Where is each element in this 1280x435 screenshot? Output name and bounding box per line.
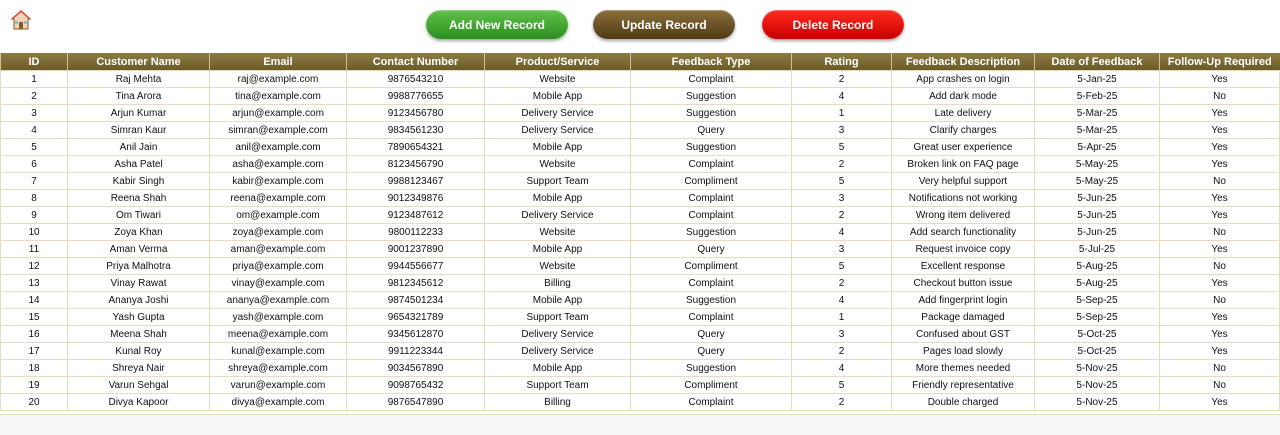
table-row[interactable] bbox=[1, 258, 1280, 275]
table-cell[interactable]: Yes bbox=[1160, 309, 1280, 326]
table-cell[interactable]: 3 bbox=[792, 326, 892, 343]
table-row[interactable] bbox=[1, 88, 1280, 105]
table-cell[interactable]: 9812345612 bbox=[347, 275, 485, 292]
table-cell[interactable]: 5-Jun-25 bbox=[1035, 190, 1160, 207]
table-cell[interactable]: Suggestion bbox=[631, 139, 792, 156]
table-row[interactable] bbox=[1, 156, 1280, 173]
column-header-rating[interactable]: Rating bbox=[792, 53, 892, 71]
update-record-button[interactable]: Update Record bbox=[593, 10, 735, 39]
table-cell[interactable]: Support Team bbox=[485, 173, 631, 190]
table-cell[interactable]: 3 bbox=[792, 122, 892, 139]
table-cell[interactable]: 4 bbox=[792, 224, 892, 241]
table-cell[interactable]: Package damaged bbox=[892, 309, 1035, 326]
table-cell[interactable]: Reena Shah bbox=[68, 190, 210, 207]
table-cell[interactable]: 9012349876 bbox=[347, 190, 485, 207]
table-cell[interactable]: simran@example.com bbox=[210, 122, 347, 139]
table-cell[interactable]: Add dark mode bbox=[892, 88, 1035, 105]
table-cell[interactable]: tina@example.com bbox=[210, 88, 347, 105]
table-cell[interactable]: Mobile App bbox=[485, 241, 631, 258]
table-cell[interactable]: 9988776655 bbox=[347, 88, 485, 105]
table-cell[interactable]: anil@example.com bbox=[210, 139, 347, 156]
table-cell[interactable]: zoya@example.com bbox=[210, 224, 347, 241]
table-cell[interactable]: 4 bbox=[792, 360, 892, 377]
table-cell[interactable]: Complaint bbox=[631, 156, 792, 173]
table-cell[interactable]: 10 bbox=[1, 224, 68, 241]
table-cell[interactable]: 20 bbox=[1, 394, 68, 411]
table-cell[interactable]: Zoya Khan bbox=[68, 224, 210, 241]
table-cell[interactable]: No bbox=[1160, 224, 1280, 241]
table-cell[interactable]: 1 bbox=[792, 105, 892, 122]
table-cell[interactable]: Website bbox=[485, 224, 631, 241]
table-row[interactable] bbox=[1, 241, 1280, 258]
table-cell[interactable]: Suggestion bbox=[631, 360, 792, 377]
table-cell[interactable]: aman@example.com bbox=[210, 241, 347, 258]
table-cell[interactable]: 8123456790 bbox=[347, 156, 485, 173]
table-cell[interactable]: No bbox=[1160, 292, 1280, 309]
table-cell[interactable]: Suggestion bbox=[631, 105, 792, 122]
table-cell[interactable]: Query bbox=[631, 343, 792, 360]
table-cell[interactable]: 5-Nov-25 bbox=[1035, 394, 1160, 411]
table-cell[interactable]: Delivery Service bbox=[485, 207, 631, 224]
table-cell[interactable]: Yes bbox=[1160, 326, 1280, 343]
table-cell[interactable]: kunal@example.com bbox=[210, 343, 347, 360]
table-cell[interactable]: 5-Jan-25 bbox=[1035, 71, 1160, 88]
table-cell[interactable]: Broken link on FAQ page bbox=[892, 156, 1035, 173]
table-cell[interactable]: Complaint bbox=[631, 394, 792, 411]
table-cell[interactable]: Suggestion bbox=[631, 88, 792, 105]
table-cell[interactable]: ananya@example.com bbox=[210, 292, 347, 309]
table-cell[interactable]: 9800112233 bbox=[347, 224, 485, 241]
table-cell[interactable]: Yash Gupta bbox=[68, 309, 210, 326]
table-cell[interactable]: 11 bbox=[1, 241, 68, 258]
table-cell[interactable]: 6 bbox=[1, 156, 68, 173]
table-cell[interactable]: Query bbox=[631, 326, 792, 343]
table-cell[interactable]: 7890654321 bbox=[347, 139, 485, 156]
table-cell[interactable]: Mobile App bbox=[485, 88, 631, 105]
table-cell[interactable]: Yes bbox=[1160, 122, 1280, 139]
table-cell[interactable]: 5-Aug-25 bbox=[1035, 258, 1160, 275]
table-cell[interactable]: 12 bbox=[1, 258, 68, 275]
table-cell[interactable]: 16 bbox=[1, 326, 68, 343]
table-cell[interactable]: Notifications not working bbox=[892, 190, 1035, 207]
column-header-feedback-description[interactable]: Feedback Description bbox=[892, 53, 1035, 71]
table-cell[interactable]: 9034567890 bbox=[347, 360, 485, 377]
table-cell[interactable]: App crashes on login bbox=[892, 71, 1035, 88]
table-cell[interactable]: 5-Oct-25 bbox=[1035, 326, 1160, 343]
table-cell[interactable]: Yes bbox=[1160, 394, 1280, 411]
table-cell[interactable]: 19 bbox=[1, 377, 68, 394]
table-cell[interactable]: 5-Mar-25 bbox=[1035, 122, 1160, 139]
table-cell[interactable]: Wrong item delivered bbox=[892, 207, 1035, 224]
table-cell[interactable]: Billing bbox=[485, 394, 631, 411]
table-cell[interactable]: priya@example.com bbox=[210, 258, 347, 275]
table-cell[interactable]: Vinay Rawat bbox=[68, 275, 210, 292]
column-header-id[interactable]: ID bbox=[1, 53, 68, 71]
table-cell[interactable]: 9654321789 bbox=[347, 309, 485, 326]
table-cell[interactable]: 5-Aug-25 bbox=[1035, 275, 1160, 292]
table-cell[interactable]: Pages load slowly bbox=[892, 343, 1035, 360]
column-header-email[interactable]: Email bbox=[210, 53, 347, 71]
table-cell[interactable]: 2 bbox=[792, 343, 892, 360]
table-cell[interactable]: 5-May-25 bbox=[1035, 173, 1160, 190]
table-cell[interactable]: Complaint bbox=[631, 309, 792, 326]
table-cell[interactable]: 9874501234 bbox=[347, 292, 485, 309]
table-cell[interactable]: Yes bbox=[1160, 343, 1280, 360]
table-cell[interactable]: Confused about GST bbox=[892, 326, 1035, 343]
table-cell[interactable]: Yes bbox=[1160, 139, 1280, 156]
table-cell[interactable]: 9944556677 bbox=[347, 258, 485, 275]
table-cell[interactable]: Asha Patel bbox=[68, 156, 210, 173]
toolbar bbox=[0, 0, 1280, 52]
table-cell[interactable]: 5-Oct-25 bbox=[1035, 343, 1160, 360]
table-row[interactable] bbox=[1, 122, 1280, 139]
table-cell[interactable]: 5-Sep-25 bbox=[1035, 309, 1160, 326]
table-cell[interactable]: 2 bbox=[792, 71, 892, 88]
table-cell[interactable]: Double charged bbox=[892, 394, 1035, 411]
table-cell[interactable]: Meena Shah bbox=[68, 326, 210, 343]
table-row[interactable] bbox=[1, 224, 1280, 241]
table-cell[interactable]: Shreya Nair bbox=[68, 360, 210, 377]
table-cell[interactable]: Arjun Kumar bbox=[68, 105, 210, 122]
table-cell[interactable]: yash@example.com bbox=[210, 309, 347, 326]
table-cell[interactable]: Yes bbox=[1160, 241, 1280, 258]
table-cell[interactable]: Clarify charges bbox=[892, 122, 1035, 139]
table-cell[interactable]: 5-May-25 bbox=[1035, 156, 1160, 173]
table-cell[interactable]: Priya Malhotra bbox=[68, 258, 210, 275]
table-cell[interactable]: 9876543210 bbox=[347, 71, 485, 88]
table-cell[interactable]: Kunal Roy bbox=[68, 343, 210, 360]
table-cell[interactable]: Suggestion bbox=[631, 292, 792, 309]
table-cell[interactable]: 4 bbox=[1, 122, 68, 139]
table-cell[interactable]: 9098765432 bbox=[347, 377, 485, 394]
table-cell[interactable]: Add search functionality bbox=[892, 224, 1035, 241]
column-header-contact-number[interactable]: Contact Number bbox=[347, 53, 485, 71]
table-cell[interactable]: 9911223344 bbox=[347, 343, 485, 360]
table-cell[interactable]: kabir@example.com bbox=[210, 173, 347, 190]
table-cell[interactable]: Query bbox=[631, 241, 792, 258]
table-cell[interactable]: 1 bbox=[792, 309, 892, 326]
table-cell[interactable]: arjun@example.com bbox=[210, 105, 347, 122]
table-cell[interactable]: 5-Sep-25 bbox=[1035, 292, 1160, 309]
table-cell[interactable]: 2 bbox=[792, 207, 892, 224]
table-cell[interactable]: No bbox=[1160, 258, 1280, 275]
table-row[interactable] bbox=[1, 326, 1280, 343]
table-cell[interactable]: Support Team bbox=[485, 309, 631, 326]
table-cell[interactable]: Compliment bbox=[631, 377, 792, 394]
table-cell[interactable]: No bbox=[1160, 88, 1280, 105]
table-cell[interactable]: 5 bbox=[792, 139, 892, 156]
table-cell[interactable]: 8 bbox=[1, 190, 68, 207]
table-cell[interactable]: Ananya Joshi bbox=[68, 292, 210, 309]
table-cell[interactable]: 4 bbox=[792, 88, 892, 105]
table-row[interactable] bbox=[1, 139, 1280, 156]
table-cell[interactable]: 5-Mar-25 bbox=[1035, 105, 1160, 122]
table-cell[interactable]: Late delivery bbox=[892, 105, 1035, 122]
table-cell[interactable]: Yes bbox=[1160, 190, 1280, 207]
table-cell[interactable]: 3 bbox=[792, 190, 892, 207]
table-cell[interactable]: Kabir Singh bbox=[68, 173, 210, 190]
table-cell[interactable]: 5 bbox=[1, 139, 68, 156]
table-cell[interactable]: 4 bbox=[792, 292, 892, 309]
table-cell[interactable]: 5 bbox=[792, 173, 892, 190]
table-cell[interactable]: 7 bbox=[1, 173, 68, 190]
add-new-record-button[interactable]: Add New Record bbox=[426, 10, 568, 39]
table-cell[interactable]: 2 bbox=[792, 394, 892, 411]
table-cell[interactable]: No bbox=[1160, 360, 1280, 377]
table-cell[interactable]: Complaint bbox=[631, 275, 792, 292]
table-cell[interactable]: 5-Jun-25 bbox=[1035, 207, 1160, 224]
table-cell[interactable]: Raj Mehta bbox=[68, 71, 210, 88]
table-cell[interactable]: raj@example.com bbox=[210, 71, 347, 88]
table-cell[interactable]: Delivery Service bbox=[485, 326, 631, 343]
table-cell[interactable]: 5-Apr-25 bbox=[1035, 139, 1160, 156]
table-row[interactable] bbox=[1, 343, 1280, 360]
table-cell[interactable]: Support Team bbox=[485, 377, 631, 394]
table-cell[interactable]: More themes needed bbox=[892, 360, 1035, 377]
table-cell[interactable]: Add fingerprint login bbox=[892, 292, 1035, 309]
table-cell[interactable]: No bbox=[1160, 377, 1280, 394]
table-row[interactable] bbox=[1, 190, 1280, 207]
table-cell[interactable]: 9345612870 bbox=[347, 326, 485, 343]
table-cell[interactable]: 9988123467 bbox=[347, 173, 485, 190]
table-cell[interactable]: Mobile App bbox=[485, 139, 631, 156]
table-cell[interactable]: Complaint bbox=[631, 190, 792, 207]
column-header-follow-up-required[interactable]: Follow-Up Required bbox=[1160, 53, 1280, 71]
table-cell[interactable]: meena@example.com bbox=[210, 326, 347, 343]
table-cell[interactable]: 5-Jul-25 bbox=[1035, 241, 1160, 258]
table-cell[interactable]: 5-Nov-25 bbox=[1035, 360, 1160, 377]
table-cell[interactable]: Delivery Service bbox=[485, 343, 631, 360]
table-cell[interactable]: vinay@example.com bbox=[210, 275, 347, 292]
table-cell[interactable]: 17 bbox=[1, 343, 68, 360]
table-cell[interactable]: Compliment bbox=[631, 173, 792, 190]
table-cell[interactable]: shreya@example.com bbox=[210, 360, 347, 377]
table-cell[interactable]: Friendly representative bbox=[892, 377, 1035, 394]
table-cell[interactable]: 9123456780 bbox=[347, 105, 485, 122]
table-cell[interactable]: 18 bbox=[1, 360, 68, 377]
table-cell[interactable]: Simran Kaur bbox=[68, 122, 210, 139]
table-cell[interactable]: Checkout button issue bbox=[892, 275, 1035, 292]
table-cell[interactable]: 13 bbox=[1, 275, 68, 292]
table-header-row bbox=[1, 53, 1280, 71]
table-cell[interactable]: Varun Sehgal bbox=[68, 377, 210, 394]
table-cell[interactable]: Query bbox=[631, 122, 792, 139]
table-cell[interactable]: Complaint bbox=[631, 207, 792, 224]
table-cell[interactable]: Website bbox=[485, 258, 631, 275]
table-cell[interactable]: 3 bbox=[792, 241, 892, 258]
table-row[interactable] bbox=[1, 173, 1280, 190]
table-cell[interactable]: 5-Nov-25 bbox=[1035, 377, 1160, 394]
table-cell[interactable]: Very helpful support bbox=[892, 173, 1035, 190]
table-cell[interactable]: 9123487612 bbox=[347, 207, 485, 224]
table-cell[interactable]: Yes bbox=[1160, 71, 1280, 88]
table-cell[interactable]: Yes bbox=[1160, 207, 1280, 224]
table-row[interactable] bbox=[1, 309, 1280, 326]
table-cell[interactable]: varun@example.com bbox=[210, 377, 347, 394]
table-cell[interactable]: Excellent response bbox=[892, 258, 1035, 275]
table-cell[interactable]: Yes bbox=[1160, 105, 1280, 122]
table-cell[interactable]: 15 bbox=[1, 309, 68, 326]
table-cell[interactable]: 9001237890 bbox=[347, 241, 485, 258]
table-cell[interactable]: 2 bbox=[792, 275, 892, 292]
table-cell[interactable]: 9834561230 bbox=[347, 122, 485, 139]
table-cell[interactable]: Mobile App bbox=[485, 360, 631, 377]
table-cell[interactable]: 2 bbox=[1, 88, 68, 105]
table-cell[interactable]: Anil Jain bbox=[68, 139, 210, 156]
column-header-product-service[interactable]: Product/Service bbox=[485, 53, 631, 71]
table-cell[interactable]: om@example.com bbox=[210, 207, 347, 224]
table-cell[interactable]: Request invoice copy bbox=[892, 241, 1035, 258]
table-cell[interactable]: Website bbox=[485, 156, 631, 173]
table-cell[interactable]: 9 bbox=[1, 207, 68, 224]
table-cell[interactable]: 1 bbox=[1, 71, 68, 88]
column-header-customer-name[interactable]: Customer Name bbox=[68, 53, 210, 71]
table-cell[interactable]: Aman Verma bbox=[68, 241, 210, 258]
table-row[interactable] bbox=[1, 275, 1280, 292]
delete-record-button[interactable]: Delete Record bbox=[762, 10, 904, 39]
table-cell[interactable]: Om Tiwari bbox=[68, 207, 210, 224]
table-cell[interactable]: 5 bbox=[792, 377, 892, 394]
table-row[interactable] bbox=[1, 105, 1280, 122]
table-cell[interactable]: Divya Kapoor bbox=[68, 394, 210, 411]
table-row[interactable] bbox=[1, 71, 1280, 88]
table-cell[interactable]: divya@example.com bbox=[210, 394, 347, 411]
table-cell[interactable]: 9876547890 bbox=[347, 394, 485, 411]
table-cell[interactable]: Billing bbox=[485, 275, 631, 292]
table-cell[interactable]: 5-Jun-25 bbox=[1035, 224, 1160, 241]
table-cell[interactable]: Tina Arora bbox=[68, 88, 210, 105]
table-cell[interactable]: Great user experience bbox=[892, 139, 1035, 156]
table-cell[interactable]: 3 bbox=[1, 105, 68, 122]
table-cell[interactable]: Mobile App bbox=[485, 190, 631, 207]
table-cell[interactable]: No bbox=[1160, 173, 1280, 190]
sheet-bottom-area bbox=[0, 414, 1280, 435]
table-cell[interactable]: Yes bbox=[1160, 156, 1280, 173]
table-row[interactable] bbox=[1, 377, 1280, 394]
table-row[interactable] bbox=[1, 360, 1280, 377]
table-cell[interactable]: 14 bbox=[1, 292, 68, 309]
table-cell[interactable]: Yes bbox=[1160, 275, 1280, 292]
table-cell[interactable]: Delivery Service bbox=[485, 105, 631, 122]
table-cell[interactable]: 5 bbox=[792, 258, 892, 275]
table-row[interactable] bbox=[1, 207, 1280, 224]
table-cell[interactable]: 5-Feb-25 bbox=[1035, 88, 1160, 105]
table-cell[interactable]: asha@example.com bbox=[210, 156, 347, 173]
column-header-date-of-feedback[interactable]: Date of Feedback bbox=[1035, 53, 1160, 71]
table-cell[interactable]: Website bbox=[485, 71, 631, 88]
table-cell[interactable]: 2 bbox=[792, 156, 892, 173]
feedback-table bbox=[0, 53, 1280, 411]
table-row[interactable] bbox=[1, 394, 1280, 411]
table-cell[interactable]: Complaint bbox=[631, 71, 792, 88]
table-cell[interactable]: Compliment bbox=[631, 258, 792, 275]
table-cell[interactable]: Suggestion bbox=[631, 224, 792, 241]
table-row[interactable] bbox=[1, 292, 1280, 309]
column-header-feedback-type[interactable]: Feedback Type bbox=[631, 53, 792, 71]
table-body bbox=[1, 71, 1280, 411]
home-icon[interactable] bbox=[10, 9, 32, 31]
table-cell[interactable]: Delivery Service bbox=[485, 122, 631, 139]
table-cell[interactable]: Mobile App bbox=[485, 292, 631, 309]
table-cell[interactable]: reena@example.com bbox=[210, 190, 347, 207]
